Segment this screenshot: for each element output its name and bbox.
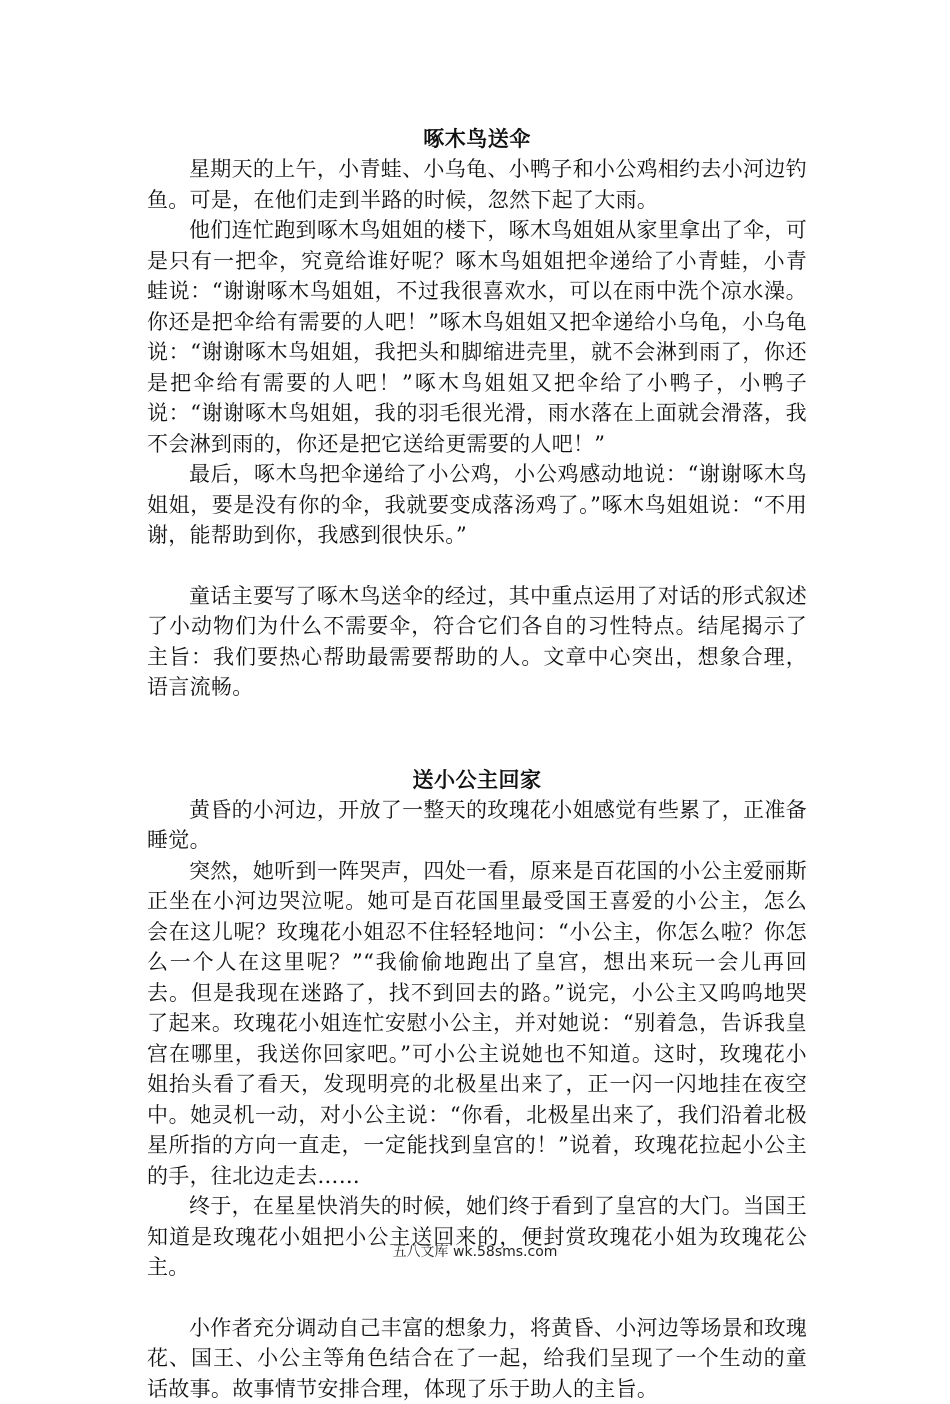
story-title-woodpecker: 啄木鸟送伞: [147, 124, 807, 154]
spacer: [147, 703, 807, 765]
story-comment: 小作者充分调动自己丰富的想象力，将黄昏、小河边等场景和玫瑰花、国王、小公主等角色结合在了一起，给我们呈现了一个生动的童话故事。故事情节安排合理，体现了乐于助人的主旨。: [147, 1313, 807, 1404]
footer-watermark: 五八文库 wk.58sms.com: [0, 1242, 950, 1262]
story-comment: 童话主要写了啄木鸟送伞的经过，其中重点运用了对话的形式叙述了小动物们为什么不需要伞，符合它们各自的习性特点。结尾揭示了主旨：我们要热心帮助最需要帮助的人。文章中心突出，想象合理，语言流畅。: [147, 581, 807, 703]
story-paragraph: 黄昏的小河边，开放了一整天的玫瑰花小姐感觉有些累了，正准备睡觉。: [147, 795, 807, 856]
spacer: [147, 1283, 807, 1313]
story-paragraph: 突然，她听到一阵哭声，四处一看，原来是百花国的小公主爱丽斯正坐在小河边哭泣呢。她可是百花国里最受国王喜爱的小公主，怎么会在这儿呢？玫瑰花小姐忍不住轻轻地问：“小公主，你怎么啦？你怎么一个人在这里呢？”“我偷偷地跑出了皇宫，想出来玩一会儿再回去。但是我现在迷路了，找不到回去的路。”说完，小公主又呜呜地哭了起来。玫瑰花小姐连忙安慰小公主，并对她说：“别着急，告诉我皇宫在哪里，我送你回家吧。”可小公主说她也不知道。这时，玫瑰花小姐抬头看了看天，发现明亮的北极星出来了，正一闪一闪地挂在夜空中。她灵机一动，对小公主说：“你看，北极星出来了，我们沿着北极星所指的方向一直走，一定能找到皇宫的！”说着，玫瑰花拉起小公主的手，往北边走去……: [147, 856, 807, 1192]
story-paragraph: 终于，在星星快消失的时候，她们终于看到了皇宫的大门。当国王知道是玫瑰花小姐把小公主送回来的，便封赏玫瑰花小姐为玫瑰花公主。: [147, 1191, 807, 1283]
spacer: [147, 551, 807, 581]
story-title-princess: 送小公主回家: [147, 765, 807, 795]
document-content: [147, 124, 807, 1404]
story-paragraph: 最后，啄木鸟把伞递给了小公鸡，小公鸡感动地说：“谢谢啄木鸟姐姐，要是没有你的伞，我就要变成落汤鸡了。”啄木鸟姐姐说：“不用谢，能帮助到你，我感到很快乐。”: [147, 459, 807, 551]
story-paragraph: 星期天的上午，小青蛙、小乌龟、小鸭子和小公鸡相约去小河边钓鱼。可是，在他们走到半路的时候，忽然下起了大雨。: [147, 154, 807, 215]
story-paragraph: 他们连忙跑到啄木鸟姐姐的楼下，啄木鸟姐姐从家里拿出了伞，可是只有一把伞，究竟给谁好呢？啄木鸟姐姐把伞递给了小青蛙，小青蛙说：“谢谢啄木鸟姐姐，不过我很喜欢水，可以在雨中洗个凉水澡。你还是把伞给有需要的人吧！”啄木鸟姐姐又把伞递给小乌龟，小乌龟说：“谢谢啄木鸟姐姐，我把头和脚缩进壳里，就不会淋到雨了，你还是把伞给有需要的人吧！”啄木鸟姐姐又把伞给了小鸭子，小鸭子说：“谢谢啄木鸟姐姐，我的羽毛很光滑，雨水落在上面就会滑落，我不会淋到雨的，你还是把它送给更需要的人吧！”: [147, 215, 807, 459]
